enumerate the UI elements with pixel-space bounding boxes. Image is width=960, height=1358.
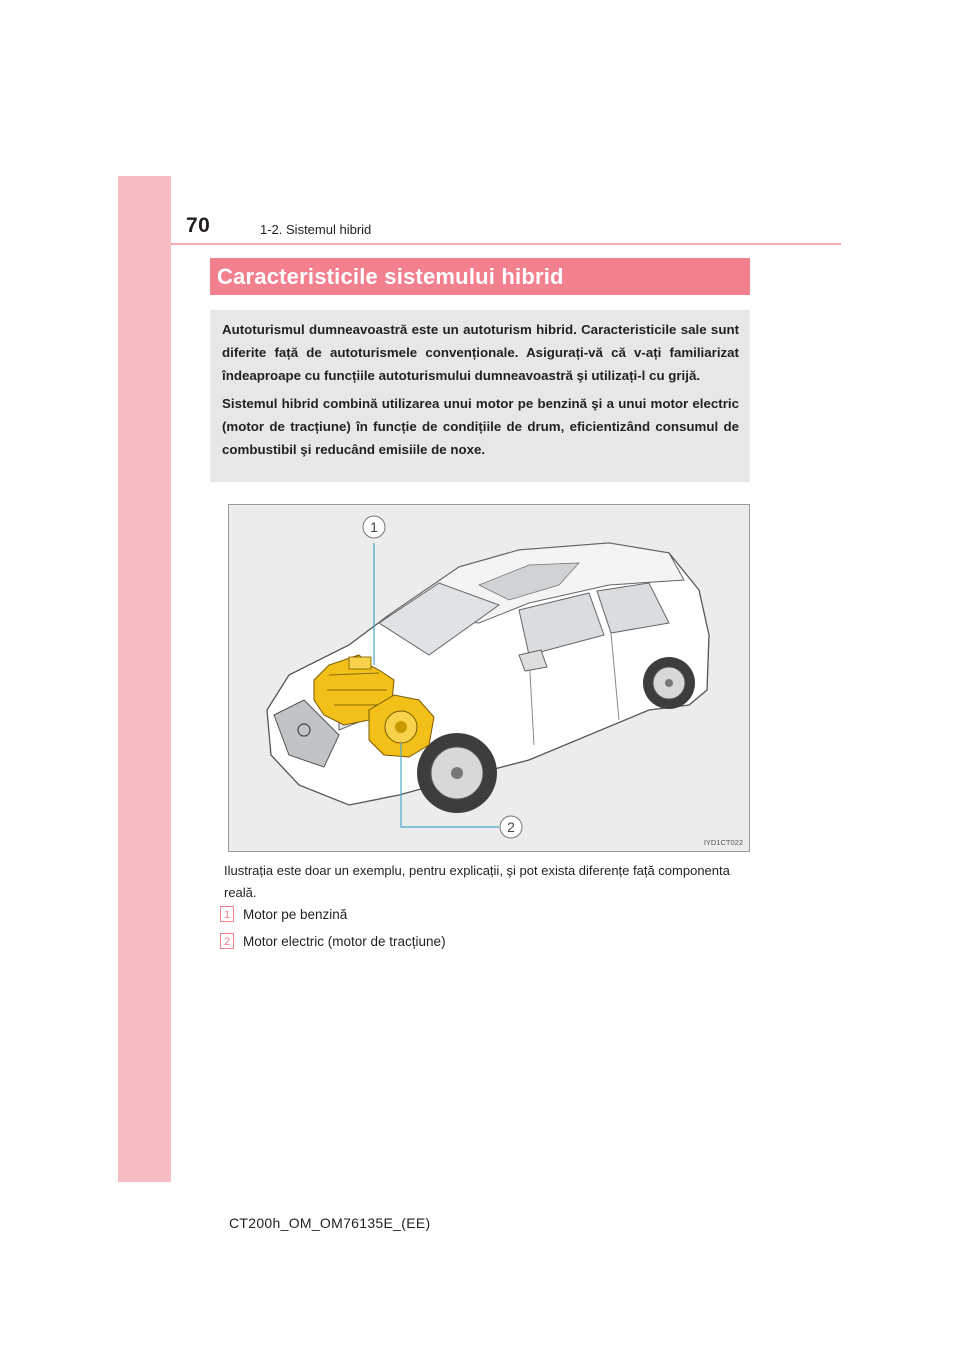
figure-code: IYD1CT022 xyxy=(703,838,743,847)
footer-doc-code: CT200h_OM_OM76135E_(EE) xyxy=(229,1215,431,1231)
section-label: 1-2. Sistemul hibrid xyxy=(260,222,372,237)
legend-label-2: Motor electric (motor de tracțiune) xyxy=(243,933,446,949)
side-band xyxy=(118,176,171,1182)
hybrid-car-illustration xyxy=(228,504,750,852)
section-title: Caracteristicile sistemului hibrid xyxy=(210,258,750,295)
legend-item-2 xyxy=(220,933,446,949)
legend-number-1: 1 xyxy=(220,906,234,922)
intro-paragraph-1: Autoturismul dumneavoastră este un autoturism hibrid. Caracteristicile sale sunt diferite față de autoturismele convenționale. Asigurați-vă că v-ați familiarizat îndeaproape cu funcțiile autoturismului dumneavoastră şi utilizați-l cu grijă. xyxy=(222,322,739,383)
legend-label-1: Motor pe benzină xyxy=(243,906,348,922)
intro-box xyxy=(210,310,750,482)
callout-label-1: 1 xyxy=(370,519,378,535)
legend-number-2: 2 xyxy=(220,933,234,949)
car-drawing xyxy=(229,505,749,851)
callout-label-2: 2 xyxy=(507,819,515,835)
intro-paragraph-2: Sistemul hibrid combină utilizarea unui motor pe benzină şi a unui motor electric (motor de tracțiune) în funcție de condițiile de drum, eficientizând consumul de combustibil şi reducând emisiile de noxe. xyxy=(222,396,739,457)
figure-caption: Ilustrația este doar un exemplu, pentru explicații, şi pot exista diferențe față componenta reală. xyxy=(224,863,730,900)
legend-item-1 xyxy=(220,906,347,922)
header-rule xyxy=(171,243,841,245)
page-number: 70 xyxy=(186,214,211,237)
